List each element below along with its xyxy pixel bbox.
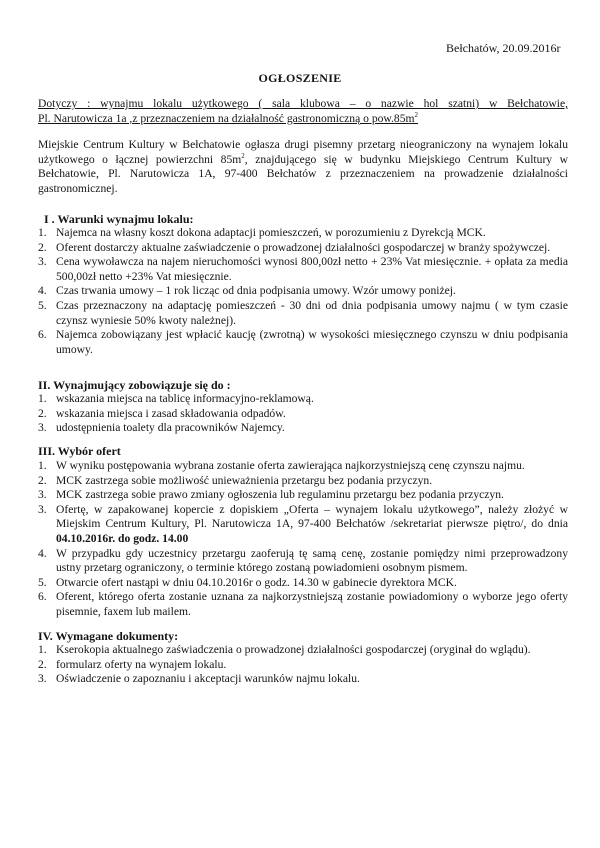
item-text: formularz oferty na wynajem lokalu. — [56, 657, 227, 671]
item-number: 3. — [38, 488, 47, 502]
list-item — [38, 421, 558, 436]
list-item — [38, 226, 568, 241]
intro-part-1: Miejskie Centrum Kultury w Bełchatowie ogłasza drugi pisemny przetarg nieograniczony na wynajem lokalu użytkowego o łącznej powierzchni 85m — [38, 138, 568, 166]
intro-sup: 2 — [241, 151, 245, 160]
subject-sup: 2 — [414, 110, 419, 119]
list-item — [38, 503, 568, 547]
item-text: Najemca na własny koszt dokona adaptacji pomieszczeń, w porozumieniu z Dyrekcją MCK. — [56, 226, 486, 239]
document-date: Bełchatów, 20.09.2016r — [446, 41, 561, 55]
item-number: 1. — [38, 392, 47, 405]
list-item — [38, 255, 568, 284]
section-2-heading: II. Wynajmujący zobowiązuje się do : — [38, 378, 231, 392]
subject-line-2-text: Pl. Narutowicza 1a ,z przeznaczeniem na działalność gastronomiczną o pow.85m — [38, 111, 415, 125]
list-item — [38, 299, 568, 328]
item-number: 3. — [38, 421, 47, 435]
section-1-list — [38, 226, 568, 357]
item-text: wskazania miejsca na tablicę informacyjno-reklamową. — [56, 392, 314, 405]
intro-paragraph — [38, 138, 568, 196]
list-item — [38, 658, 568, 673]
list-item — [38, 590, 568, 619]
list-item — [38, 407, 558, 422]
list-item — [38, 643, 568, 658]
list-item — [38, 547, 568, 576]
item-text: Ofertę, w zapakowanej kopercie z dopiskiem „Oferta – wynajem lokalu użytkowego”, należy złożyć w Miejskim Centrum Kultury, Pl. Narutowicza 1A, 97-400 Bełchatów /sekretariat pierwsze piętro/, do dnia — [56, 502, 568, 531]
item-text: Czas przeznaczony na adaptację pomieszczeń - 30 dni od dnia podpisania umowy najmu ( w tym czasie czynsz wyniesie 50% kwoty należnej). — [56, 298, 568, 327]
list-item — [38, 488, 568, 503]
item-number: 5. — [38, 575, 47, 589]
deadline-bold: 04.10.2016r. do godz. 14.00 — [56, 531, 189, 545]
document-title: OGŁOSZENIE — [258, 71, 342, 85]
item-text: W wyniku postępowania wybrana zostanie oferta zawierająca najkorzystniejszą cenę czynszu najmu. — [56, 459, 525, 472]
item-number: 6. — [38, 590, 47, 604]
list-item — [38, 241, 568, 256]
item-text: Czas trwania umowy – 1 rok licząc od dnia podpisania umowy. Wzór umowy poniżej. — [56, 284, 456, 298]
item-text: MCK zastrzega sobie prawo zmiany ogłoszenia lub regulaminu przetargu bez podania przyczyn. — [56, 488, 504, 502]
item-text: Najemca zobowiązany jest wpłacić kaucję (zwrotną) w wysokości miesięcznego czynszu w dniu podpisania umowy. — [56, 328, 568, 356]
item-text: Cena wywoławcza na najem nieruchomości wynosi 800,00zł netto + 23% Vat miesięcznie. + opłata za media 500,00zł netto +23% Vat miesięcznie. — [56, 255, 568, 283]
section-1-heading: I . Warunki wynajmu lokalu: — [44, 212, 194, 226]
section-3-heading: III. Wybór ofert — [38, 444, 121, 458]
subject-line — [38, 97, 568, 126]
item-text: wskazania miejsca i zasad składowania odpadów. — [56, 406, 286, 420]
item-number: 2. — [38, 240, 47, 254]
list-item — [38, 459, 568, 474]
list-item — [38, 392, 558, 407]
item-number: 3. — [38, 502, 47, 516]
item-number: 1. — [38, 643, 47, 656]
subject-line-2 — [38, 112, 568, 127]
item-text: Otwarcie ofert nastąpi w dniu 04.10.2016r o godz. 14.30 w gabinecie dyrektora MCK. — [56, 575, 457, 589]
intro-part-2: , znajdującego się w budynku Miejskiego Centrum Kultury w Bełchatowie, Pl. Narutowicza 1A, 97-400 Bełchatów z przeznaczeniem na prowadzenie działalności gastronomicznej. — [38, 152, 568, 195]
item-text: Oferent dostarczy aktualne zaświadczenie o prowadzonej działalności gospodarczej w branży spożywczej. — [56, 240, 551, 254]
item-number: 1. — [38, 226, 47, 239]
subject-line-1: Dotyczy : wynajmu lokalu użytkowego ( sala klubowa – o nazwie hol szatni) w Bełchatowie, — [38, 97, 568, 110]
item-number: 2. — [38, 657, 47, 671]
list-item — [38, 474, 568, 489]
section-4-heading: IV. Wymagane dokumenty: — [38, 629, 179, 643]
item-number: 6. — [38, 328, 47, 342]
item-number: 1. — [38, 459, 47, 472]
item-text: Oferent, którego oferta zostanie uznana za najkorzystniejszą zostanie powiadomiony o wyborze jego oferty pisemnie, faxem lub mailem. — [56, 590, 568, 618]
item-text: Kserokopia aktualnego zaświadczenia o prowadzonej działalności gospodarczej (oryginał do wglądu). — [56, 643, 531, 656]
item-number: 2. — [38, 473, 47, 487]
item-text: udostępnienia toalety dla pracowników Najemcy. — [56, 421, 285, 435]
section-3-list — [38, 459, 568, 620]
item-number: 2. — [38, 406, 47, 420]
item-text: Oświadczenie o zapoznaniu i akceptacji warunków najmu lokalu. — [56, 672, 360, 686]
item-number: 5. — [38, 298, 47, 312]
item-number: 3. — [38, 255, 47, 269]
list-item — [38, 672, 568, 687]
item-number: 4. — [38, 284, 47, 298]
list-item — [38, 328, 568, 357]
item-text: MCK zastrzega sobie możliwość unieważnienia przetargu bez podania przyczyn. — [56, 473, 433, 487]
item-text: W przypadku gdy uczestnicy przetargu zaoferują tę samą cenę, zostanie pomiędzy nimi przeprowadzony ustny przetarg ograniczony, o terminie którego zostaną powiadomieni osobnym pismem. — [56, 546, 568, 575]
list-item — [38, 576, 568, 591]
item-number: 4. — [38, 546, 47, 560]
item-number: 3. — [38, 672, 47, 686]
section-4-list — [38, 643, 568, 687]
section-2-list — [38, 392, 558, 436]
list-item — [38, 284, 568, 299]
